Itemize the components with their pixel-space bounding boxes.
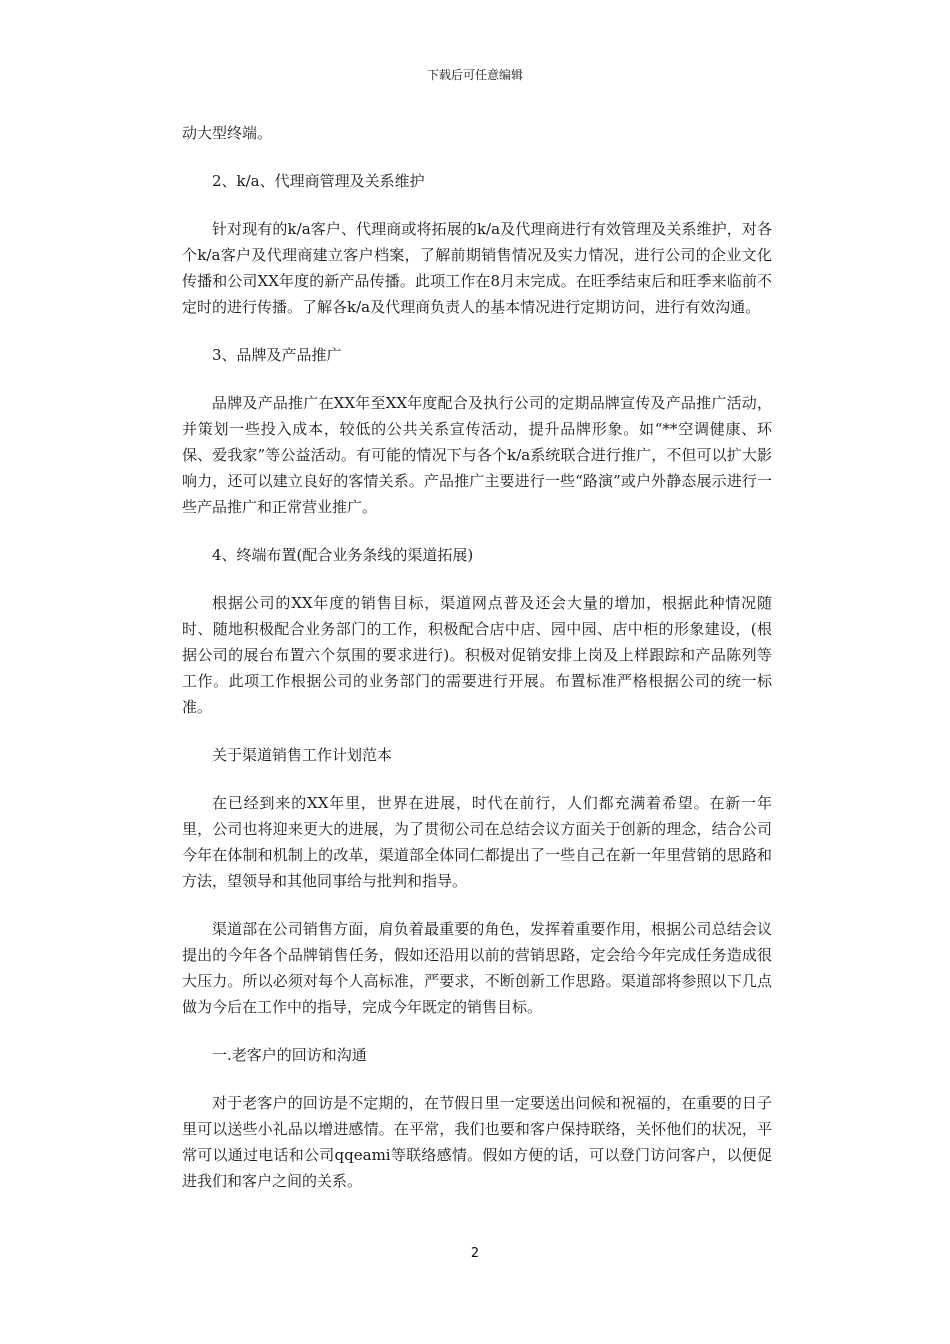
document-subtitle: 关于渠道销售工作计划范本 (212, 746, 393, 764)
section-heading-brand-promotion: 3、品牌及产品推广 (212, 346, 342, 364)
page-number: 2 (470, 1246, 480, 1261)
paragraph-intro: 在已经到来的XX年里，世界在进展，时代在前行，人们都充满着希望。在新一年里，公司也将迎来更大的进展，为了贯彻公司在总结会议方面关于创新的理念，结合公司今年在体制和机制上的改革，渠道部全体同仁都提出了一些自己在新一年里营销的思路和方法，望领导和其他同事给与批判和指导。 (182, 794, 772, 890)
section-heading-ka-management: 2、k/a、代理商管理及关系维护 (212, 172, 425, 190)
paragraph-ka-management: 针对现有的k/a客户、代理商或将拓展的k/a及代理商进行有效管理及关系维护，对各个k/a客户及代理商建立客户档案，了解前期销售情况及实力情况，进行公司的企业文化传播和公司XX年度的新产品传播。此项工作在8月末完成。在旺季结束后和旺季来临前不定时的进行传播。了解各k/a及代理商负责人的基本情况进行定期访问，进行有效沟通。 (182, 220, 772, 316)
document-body (182, 120, 772, 1194)
page-header: 下载后可任意编辑 (426, 68, 523, 82)
section-heading-terminal-layout: 4、终端布置(配合业务条线的渠道拓展) (212, 546, 474, 564)
paragraph-brand-promotion: 品牌及产品推广在XX年至XX年度配合及执行公司的定期品牌宣传及产品推广活动，并策划一些投入成本，较低的公共关系宣传活动，提升品牌形象。如“**空调健康、环保、爱我家”等公益活动。有可能的情况下与各个k/a系统联合进行推广，不但可以扩大影响力，还可以建立良好的客情关系。产品推广主要进行一些“路演”或户外静态展示进行一些产品推广和正常营业推广。 (182, 394, 772, 516)
paragraph-continuation: 动大型终端。 (182, 124, 273, 142)
paragraph-channel-dept: 渠道部在公司销售方面，肩负着最重要的角色，发挥着重要作用，根据公司总结会议提出的今年各个品牌销售任务，假如还沿用以前的营销思路，定会给今年完成任务造成很大压力。所以必须对每个人高标准，严要求，不断创新工作思路。渠道部将参照以下几点做为今后在工作中的指导，完成今年既定的销售目标。 (182, 920, 772, 1016)
paragraph-old-customers: 对于老客户的回访是不定期的，在节假日里一定要送出问候和祝福的，在重要的日子里可以送些小礼品以增进感情。在平常，我们也要和客户保持联络，关怀他们的状况，平常可以通过电话和公司qqeami等联络感情。假如方便的话，可以登门访问客户，以便促进我们和客户之间的关系。 (182, 1094, 772, 1190)
section-heading-old-customers: 一.老客户的回访和沟通 (212, 1046, 367, 1064)
paragraph-terminal-layout: 根据公司的XX年度的销售目标，渠道网点普及还会大量的增加，根据此种情况随时、随地积极配合业务部门的工作，积极配合店中店、园中园、店中柜的形象建设，(根据公司的展台布置六个氛围的要求进行)。积极对促销安排上岗及上样跟踪和产品陈列等工作。此项工作根据公司的业务部门的需要进行开展。布置标准严格根据公司的统一标准。 (182, 594, 772, 716)
